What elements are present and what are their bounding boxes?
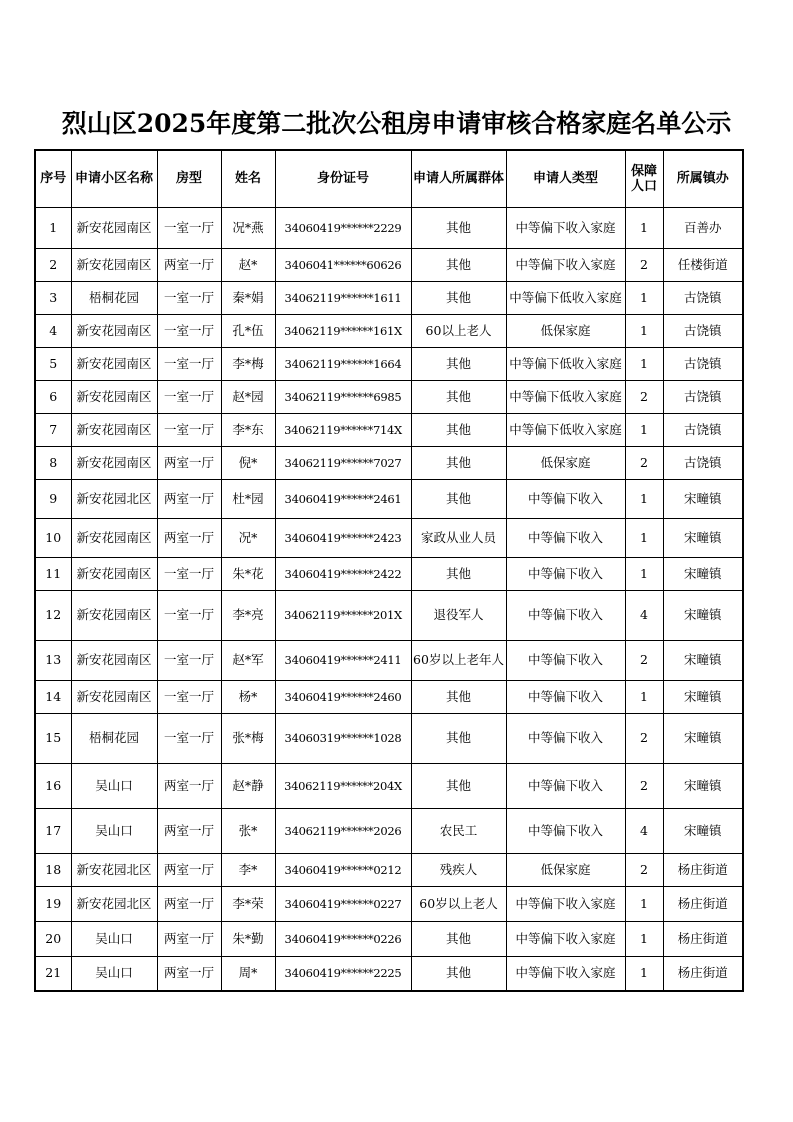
cell-group: 农民工 [411,808,506,853]
cell-population: 1 [625,557,663,590]
cell-group: 其他 [411,446,506,479]
cell-seq: 21 [35,956,71,991]
cell-seq: 18 [35,853,71,886]
table-row [35,248,743,281]
cell-applicant-type: 低保家庭 [506,314,625,347]
cell-community: 新安花园南区 [71,518,157,557]
cell-room-type: 一室一厅 [157,380,221,413]
cell-room-type: 一室一厅 [157,680,221,713]
cell-town: 古饶镇 [663,413,743,446]
cell-community: 新安花园北区 [71,479,157,518]
table-header-row [35,150,743,207]
cell-population: 1 [625,314,663,347]
cell-community: 新安花园南区 [71,446,157,479]
table-row [35,479,743,518]
cell-applicant-type: 中等偏下低收入家庭 [506,347,625,380]
cell-id-number: 34062119******7027 [275,446,411,479]
cell-name: 李*亮 [221,590,275,640]
header-community: 申请小区名称 [71,150,157,207]
cell-town: 古饶镇 [663,314,743,347]
cell-room-type: 两室一厅 [157,853,221,886]
cell-town: 古饶镇 [663,347,743,380]
cell-population: 2 [625,853,663,886]
cell-town: 百善办 [663,207,743,248]
table-row [35,413,743,446]
cell-population: 2 [625,640,663,680]
cell-seq: 15 [35,713,71,763]
cell-id-number: 34062119******161X [275,314,411,347]
cell-id-number: 34060419******2411 [275,640,411,680]
cell-town: 宋疃镇 [663,640,743,680]
cell-group: 其他 [411,956,506,991]
cell-town: 宋疃镇 [663,680,743,713]
cell-group: 家政从业人员 [411,518,506,557]
cell-room-type: 两室一厅 [157,886,221,921]
cell-room-type: 一室一厅 [157,640,221,680]
cell-seq: 2 [35,248,71,281]
cell-id-number: 34062119******1664 [275,347,411,380]
cell-id-number: 34060419******2423 [275,518,411,557]
cell-seq: 13 [35,640,71,680]
cell-name: 况* [221,518,275,557]
cell-room-type: 一室一厅 [157,713,221,763]
page-title: 烈山区2025年度第二批次公租房申请审核合格家庭名单公示 [61,109,732,138]
cell-applicant-type: 中等偏下低收入家庭 [506,413,625,446]
cell-town: 宋疃镇 [663,590,743,640]
cell-community: 梧桐花园 [71,713,157,763]
applicant-table [34,149,744,992]
cell-name: 赵*园 [221,380,275,413]
cell-population: 2 [625,763,663,808]
cell-population: 2 [625,248,663,281]
cell-room-type: 两室一厅 [157,808,221,853]
table-row [35,680,743,713]
cell-population: 1 [625,281,663,314]
cell-population: 1 [625,886,663,921]
table-row [35,518,743,557]
cell-room-type: 两室一厅 [157,921,221,956]
cell-group: 其他 [411,207,506,248]
cell-seq: 4 [35,314,71,347]
cell-applicant-type: 中等偏下收入 [506,518,625,557]
cell-group: 其他 [411,713,506,763]
cell-population: 1 [625,921,663,956]
cell-community: 吴山口 [71,763,157,808]
cell-room-type: 两室一厅 [157,518,221,557]
cell-name: 秦*娟 [221,281,275,314]
cell-population: 1 [625,518,663,557]
cell-community: 新安花园南区 [71,347,157,380]
cell-room-type: 两室一厅 [157,446,221,479]
cell-applicant-type: 中等偏下收入 [506,680,625,713]
cell-group: 其他 [411,380,506,413]
cell-seq: 7 [35,413,71,446]
cell-name: 李*荣 [221,886,275,921]
cell-seq: 11 [35,557,71,590]
header-group: 申请人所属群体 [411,150,506,207]
cell-community: 新安花园南区 [71,557,157,590]
cell-town: 古饶镇 [663,446,743,479]
cell-group: 60以上老人 [411,314,506,347]
cell-name: 赵*军 [221,640,275,680]
cell-group: 残疾人 [411,853,506,886]
table-row [35,921,743,956]
cell-room-type: 一室一厅 [157,590,221,640]
cell-seq: 8 [35,446,71,479]
cell-id-number: 34060319******1028 [275,713,411,763]
table-row [35,314,743,347]
table-row [35,347,743,380]
cell-community: 新安花园南区 [71,248,157,281]
cell-id-number: 34060419******2422 [275,557,411,590]
cell-seq: 19 [35,886,71,921]
cell-applicant-type: 中等偏下低收入家庭 [506,281,625,314]
cell-id-number: 34060419******2225 [275,956,411,991]
cell-group: 其他 [411,763,506,808]
cell-population: 2 [625,713,663,763]
cell-population: 4 [625,808,663,853]
cell-seq: 6 [35,380,71,413]
cell-room-type: 一室一厅 [157,207,221,248]
cell-group: 其他 [411,281,506,314]
cell-room-type: 一室一厅 [157,314,221,347]
cell-seq: 5 [35,347,71,380]
cell-id-number: 34062119******714X [275,413,411,446]
cell-room-type: 一室一厅 [157,557,221,590]
cell-group: 60岁以上老人 [411,886,506,921]
cell-town: 杨庄街道 [663,886,743,921]
cell-community: 新安花园南区 [71,413,157,446]
cell-community: 新安花园南区 [71,640,157,680]
cell-population: 1 [625,956,663,991]
cell-group: 60岁以上老年人 [411,640,506,680]
cell-population: 1 [625,680,663,713]
cell-seq: 14 [35,680,71,713]
cell-community: 新安花园南区 [71,680,157,713]
cell-community: 新安花园南区 [71,590,157,640]
cell-name: 倪* [221,446,275,479]
cell-applicant-type: 低保家庭 [506,446,625,479]
cell-group: 其他 [411,557,506,590]
cell-town: 古饶镇 [663,380,743,413]
header-population: 保障人口 [625,150,663,207]
cell-group: 其他 [411,479,506,518]
header-seq: 序号 [35,150,71,207]
cell-name: 张* [221,808,275,853]
cell-applicant-type: 中等偏下收入 [506,808,625,853]
cell-name: 李* [221,853,275,886]
cell-town: 杨庄街道 [663,921,743,956]
cell-id-number: 34060419******0212 [275,853,411,886]
cell-seq: 12 [35,590,71,640]
header-applicant-type: 申请人类型 [506,150,625,207]
cell-room-type: 两室一厅 [157,956,221,991]
cell-population: 1 [625,347,663,380]
cell-room-type: 两室一厅 [157,248,221,281]
cell-seq: 20 [35,921,71,956]
cell-population: 4 [625,590,663,640]
cell-applicant-type: 中等偏下收入 [506,713,625,763]
header-town: 所属镇办 [663,150,743,207]
cell-applicant-type: 中等偏下收入 [506,479,625,518]
cell-town: 宋疃镇 [663,557,743,590]
header-name: 姓名 [221,150,275,207]
cell-seq: 1 [35,207,71,248]
cell-name: 赵*静 [221,763,275,808]
cell-community: 吴山口 [71,921,157,956]
table-row [35,207,743,248]
cell-town: 杨庄街道 [663,853,743,886]
table-row [35,640,743,680]
table-row [35,590,743,640]
cell-id-number: 34060419******0226 [275,921,411,956]
cell-applicant-type: 低保家庭 [506,853,625,886]
table-row [35,808,743,853]
cell-room-type: 一室一厅 [157,347,221,380]
cell-group: 退役军人 [411,590,506,640]
cell-group: 其他 [411,347,506,380]
cell-name: 李*梅 [221,347,275,380]
table-row [35,281,743,314]
cell-id-number: 3406041******60626 [275,248,411,281]
cell-community: 吴山口 [71,956,157,991]
cell-town: 古饶镇 [663,281,743,314]
cell-seq: 17 [35,808,71,853]
cell-community: 新安花园南区 [71,380,157,413]
cell-applicant-type: 中等偏下收入家庭 [506,886,625,921]
cell-name: 赵* [221,248,275,281]
cell-id-number: 34062119******1611 [275,281,411,314]
cell-seq: 3 [35,281,71,314]
cell-town: 杨庄街道 [663,956,743,991]
cell-group: 其他 [411,921,506,956]
cell-id-number: 34062119******2026 [275,808,411,853]
header-room-type: 房型 [157,150,221,207]
cell-name: 李*东 [221,413,275,446]
cell-name: 孔*伍 [221,314,275,347]
cell-id-number: 34060419******2460 [275,680,411,713]
cell-applicant-type: 中等偏下收入 [506,557,625,590]
header-id-number: 身份证号 [275,150,411,207]
table-row [35,557,743,590]
table-row [35,380,743,413]
cell-applicant-type: 中等偏下低收入家庭 [506,380,625,413]
table-row [35,886,743,921]
cell-applicant-type: 中等偏下收入家庭 [506,921,625,956]
table-row [35,853,743,886]
cell-id-number: 34062119******6985 [275,380,411,413]
cell-id-number: 34060419******0227 [275,886,411,921]
cell-town: 宋疃镇 [663,479,743,518]
table-row [35,763,743,808]
cell-seq: 10 [35,518,71,557]
cell-town: 宋疃镇 [663,518,743,557]
cell-population: 1 [625,207,663,248]
cell-applicant-type: 中等偏下收入 [506,763,625,808]
cell-community: 新安花园南区 [71,207,157,248]
cell-town: 宋疃镇 [663,808,743,853]
cell-group: 其他 [411,248,506,281]
cell-community: 梧桐花园 [71,281,157,314]
cell-applicant-type: 中等偏下收入家庭 [506,248,625,281]
cell-community: 吴山口 [71,808,157,853]
cell-name: 况*燕 [221,207,275,248]
cell-town: 宋疃镇 [663,713,743,763]
cell-room-type: 两室一厅 [157,763,221,808]
cell-applicant-type: 中等偏下收入家庭 [506,956,625,991]
cell-name: 朱*花 [221,557,275,590]
cell-room-type: 一室一厅 [157,413,221,446]
cell-name: 周* [221,956,275,991]
cell-population: 1 [625,479,663,518]
cell-group: 其他 [411,413,506,446]
cell-id-number: 34062119******204X [275,763,411,808]
cell-applicant-type: 中等偏下收入家庭 [506,207,625,248]
cell-community: 新安花园北区 [71,886,157,921]
cell-id-number: 34060419******2229 [275,207,411,248]
cell-applicant-type: 中等偏下收入 [506,640,625,680]
cell-name: 杜*园 [221,479,275,518]
cell-population: 2 [625,380,663,413]
cell-community: 新安花园南区 [71,314,157,347]
cell-room-type: 一室一厅 [157,281,221,314]
cell-name: 杨* [221,680,275,713]
cell-group: 其他 [411,680,506,713]
cell-town: 任楼街道 [663,248,743,281]
table-row [35,713,743,763]
cell-town: 宋疃镇 [663,763,743,808]
table-row [35,956,743,991]
cell-seq: 16 [35,763,71,808]
cell-name: 张*梅 [221,713,275,763]
table-row [35,446,743,479]
cell-seq: 9 [35,479,71,518]
cell-community: 新安花园北区 [71,853,157,886]
cell-id-number: 34060419******2461 [275,479,411,518]
cell-population: 2 [625,446,663,479]
cell-room-type: 两室一厅 [157,479,221,518]
cell-id-number: 34062119******201X [275,590,411,640]
cell-name: 朱*勤 [221,921,275,956]
cell-applicant-type: 中等偏下收入 [506,590,625,640]
cell-population: 1 [625,413,663,446]
